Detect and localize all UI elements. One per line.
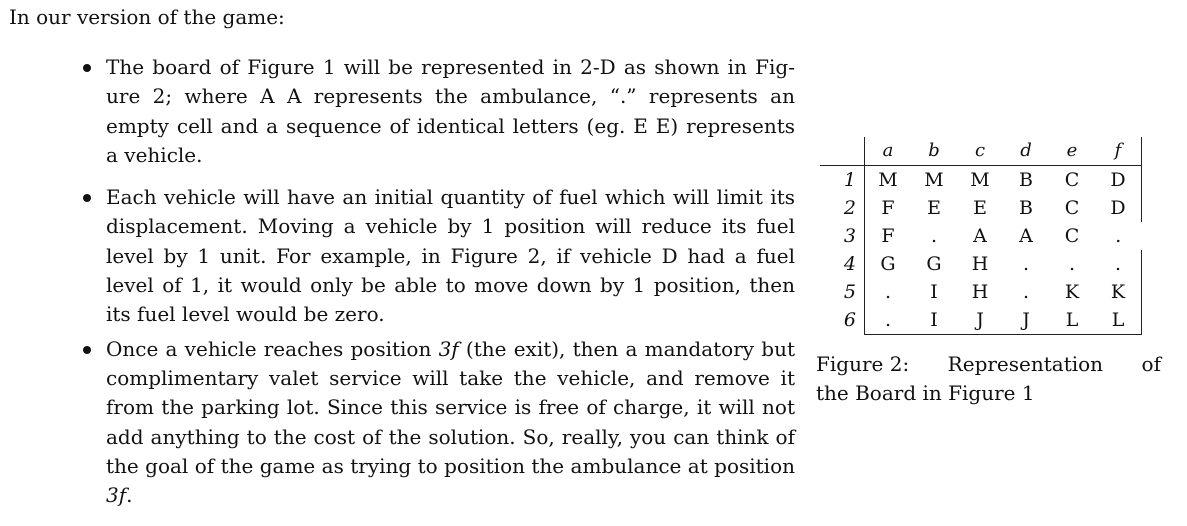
board-cell: K	[1095, 278, 1142, 306]
bullet-dot-icon	[83, 64, 91, 72]
bullet-text-part: .	[126, 483, 133, 508]
bullet-text-line: level of 1, it would only be able to move down by 1 position, then	[106, 273, 795, 298]
board-cell: L	[1095, 306, 1142, 335]
board-row	[820, 250, 1142, 278]
bullet-dot-icon	[83, 346, 91, 354]
caption-word: 2:	[889, 352, 910, 376]
board-cell: H	[971, 281, 989, 303]
bullet-item-exit	[78, 335, 795, 511]
figure-caption	[816, 350, 1161, 408]
board-figure	[820, 137, 1142, 335]
bullet-dot-icon	[83, 194, 91, 202]
board-row	[820, 166, 1142, 195]
board-cell: A	[1019, 225, 1033, 247]
board-cell: G	[926, 253, 942, 275]
board-cell: I	[911, 306, 957, 335]
board-cell: C	[1064, 225, 1080, 247]
board-cell: J	[957, 306, 1003, 335]
board-cell: .	[1095, 250, 1142, 278]
column-header: d	[1003, 137, 1049, 166]
caption-word: Representation	[947, 352, 1104, 376]
bullet-item-board	[78, 53, 795, 170]
board-cell: B	[1019, 169, 1033, 191]
column-header: f	[1095, 137, 1142, 166]
row-label: 6	[820, 306, 865, 335]
caption-word: Figure	[816, 352, 884, 376]
board-cell: F	[881, 225, 895, 247]
column-header: a	[865, 137, 912, 166]
board-cell: E	[927, 197, 941, 219]
board-cell: .	[865, 306, 912, 335]
board-header-row	[820, 137, 1142, 166]
row-label: 3	[820, 222, 865, 250]
board-cell: C	[1064, 169, 1080, 191]
column-header: b	[911, 137, 957, 166]
board-cell: I	[930, 281, 938, 303]
bullet-item-fuel	[78, 183, 795, 329]
row-label: 1	[820, 166, 865, 195]
bullet-text-line: its fuel level would be zero.	[106, 302, 385, 327]
board-row	[820, 306, 1142, 335]
bullet-text-line: displacement. Moving a vehicle by 1 position will reduce its fuel	[106, 214, 795, 239]
bullet-text-line: Each vehicle will have an initial quantity of fuel which will limit its	[106, 185, 795, 210]
exit-position: 3f	[438, 336, 459, 361]
board-cell: .	[1022, 281, 1030, 303]
board-cell: J	[1003, 306, 1049, 335]
board-cell: F	[881, 197, 895, 219]
row-label: 5	[820, 278, 865, 306]
board-cell: .	[884, 281, 892, 303]
board-row-exit	[820, 222, 1142, 250]
board-corner	[820, 137, 865, 166]
board-cell: D	[1095, 194, 1142, 222]
board-cell: G	[880, 253, 896, 275]
board-exit-cell: .	[1115, 225, 1122, 247]
board-table	[820, 137, 1142, 335]
bullet-list	[78, 53, 795, 510]
bullet-text-part: Once a vehicle reaches position	[106, 336, 439, 361]
row-label: 4	[820, 250, 865, 278]
board-cell: M	[970, 169, 990, 191]
caption-line-1	[816, 350, 1161, 379]
board-cell: H	[971, 253, 989, 275]
bullet-text-line: The board of Figure 1 will be represented in 2-D as shown in Fig-	[106, 55, 795, 79]
bullet-text-line: ure 2; where A A represents the ambulance, “.” represents an empty	[106, 84, 795, 138]
board-cell: .	[1068, 253, 1076, 275]
bullet-text-line: level by 1 unit. For example, in Figure 2, if vehicle D had a fuel	[106, 243, 795, 268]
board-cell: E	[973, 197, 987, 219]
caption-word: of	[1141, 352, 1161, 376]
board-cell: B	[1019, 197, 1033, 219]
board-cell: .	[1022, 253, 1030, 275]
intro-text: In our version of the game:	[9, 5, 285, 29]
board-cell: .	[930, 225, 938, 247]
board-cell: C	[1064, 197, 1080, 219]
column-header: c	[957, 137, 1003, 166]
column-header: e	[1049, 137, 1095, 166]
board-cell: M	[924, 169, 944, 191]
bullet-text-line: cell and a sequence of identical letters (eg. E E) represents a vehicle.	[106, 113, 796, 167]
bullet-text-part: (the exit), then a mandatory but complimentary valet service will take the vehicle, and remove it from the parking lot. Since this service is free of charge, it will not add anything to the cost of the solution. So, really, you can think of the goal of the game as trying to position the ambulance at position	[106, 336, 796, 478]
board-cell: L	[1049, 306, 1095, 335]
caption-line-2: the Board in Figure 1	[816, 381, 1035, 405]
board-cell: A	[973, 225, 987, 247]
board-cell: D	[1095, 166, 1142, 195]
exit-position: 3f	[106, 483, 127, 508]
board-row	[820, 278, 1142, 306]
board-row	[820, 194, 1142, 222]
row-label: 2	[820, 194, 865, 222]
board-cell: K	[1064, 281, 1080, 303]
board-cell: M	[878, 169, 898, 191]
